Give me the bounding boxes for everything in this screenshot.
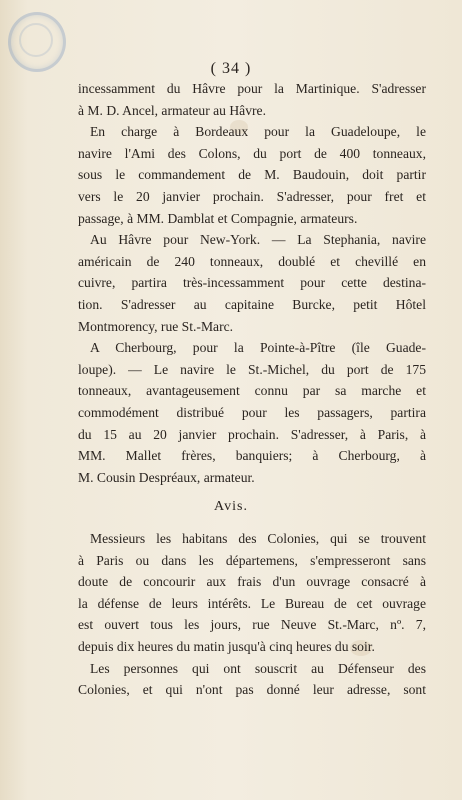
text-line: à M. D. Ancel, armateur au Hâvre.	[78, 102, 266, 118]
notice-paragraphs	[78, 528, 426, 701]
text-line: M. Cousin Despréaux, armateur.	[78, 469, 255, 485]
text-line: doute de concourir aux frais d'un ouvrage consacré à	[78, 574, 426, 590]
text-line: A Cherbourg, pour la Pointe-à-Pître (île Guade-	[90, 340, 426, 356]
text-line: Messieurs les habitans des Colonies, qui se trouvent	[90, 531, 426, 546]
text-line: tonneaux, avantageusement connu par sa marche et	[78, 383, 426, 399]
text-line: incessamment du Hâvre pour la Martinique. S'adresser	[78, 81, 426, 96]
text-line: du 15 au 20 janvier prochain. S'adresser, à Paris, à	[78, 426, 426, 442]
text-line: vers le 20 janvier prochain. S'adresser, pour fret et	[78, 188, 426, 204]
text-line: sous le commandement de M. Baudouin, doit partir	[78, 167, 426, 183]
text-line: Colonies, et qui n'ont pas donné leur adresse, sont	[78, 682, 426, 698]
text-line: loupe). — Le navire le St.-Michel, du port de 175	[78, 361, 426, 377]
text-line: passage, à MM. Damblat et Compagnie, armateurs.	[78, 210, 358, 226]
text-line: américain de 240 tonneaux, doublé et chevillé en	[78, 253, 426, 269]
text-line: Montmorency, rue St.-Marc.	[78, 318, 234, 334]
text-line: Les personnes qui ont souscrit au Défenseur des	[90, 660, 426, 676]
text-line: la défense de leurs intérêts. Le Bureau de cet ouvrage	[78, 595, 426, 611]
page-number: ( 34 )	[210, 60, 252, 77]
text-line: tion. S'adresser au capitaine Burcke, petit Hôtel	[78, 296, 426, 312]
text-line: MM. Mallet frères, banquiers; à Cherbourg, à	[78, 448, 426, 464]
text-line: navire l'Ami des Colons, du port de 400 tonneaux,	[78, 145, 426, 161]
text-line: cuivre, partira très-incessamment pour cette destina-	[78, 275, 426, 291]
section-heading: Avis.	[214, 499, 248, 514]
text-line: En charge à Bordeaux pour la Guadeloupe, le	[90, 124, 426, 140]
text-line: depuis dix heures du matin jusqu'à cinq heures du soir.	[78, 638, 375, 654]
text-line: est ouvert tous les jours, rue Neuve St.-Marc, nº. 7,	[78, 617, 426, 633]
text-line: commodément distribué pour les passagers, partira	[78, 404, 426, 420]
text-line: à Paris ou dans les départemens, s'empresseront sans	[78, 552, 426, 568]
shipping-notices	[78, 78, 426, 488]
text-line: Au Hâvre pour New-York. — La Stephania, navire	[90, 232, 426, 248]
